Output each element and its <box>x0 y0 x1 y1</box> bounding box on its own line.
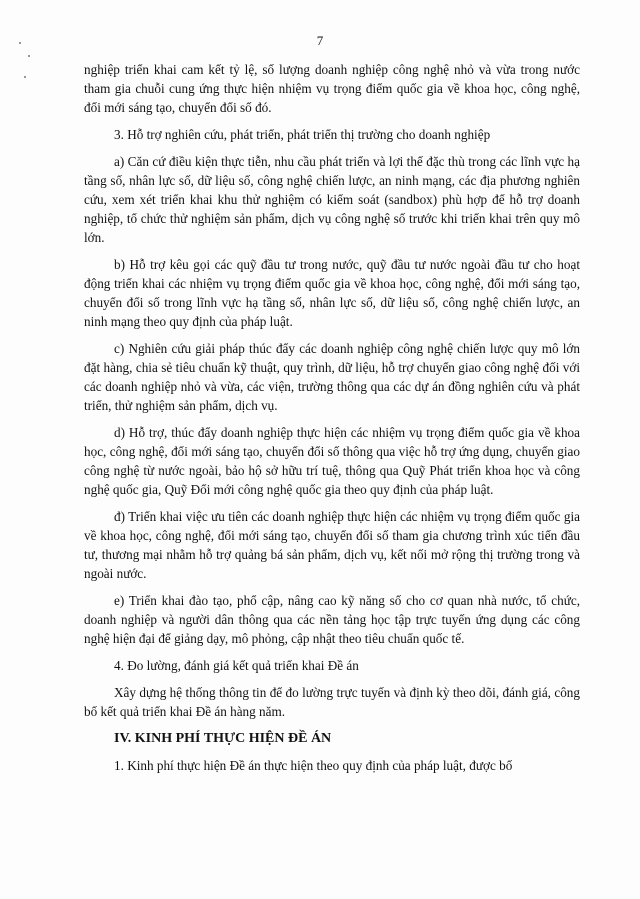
paragraph-dd: đ) Triển khai việc ưu tiên các doanh nghiệp thực hiện các nhiệm vụ trọng điểm quốc gia về khoa học, công nghệ, đổi mới sáng tạo, chuyển đổi số tham gia chương trình xúc tiến đầu tư, thương mại nhằm hỗ trợ quảng bá sản phẩm, dịch vụ, kết nối mở rộng thị trường trong và ngoài nước. <box>84 509 580 581</box>
paragraph-c: c) Nghiên cứu giải pháp thúc đẩy các doanh nghiệp công nghệ chiến lược quy mô lớn đặt hàng, chia sẻ tiêu chuẩn kỹ thuật, quy trình, dữ liệu, hỗ trợ chuyển giao công nghệ đối với các doanh nghiệp nhỏ và vừa, các viện, trường thông qua các dự án đồng nghiên cứu và phát triển, thử nghiệm sản phẩm, dịch vụ. <box>84 341 580 413</box>
paragraph-a: a) Căn cứ điều kiện thực tiễn, nhu cầu phát triển và lợi thế đặc thù trong các lĩnh vực hạ tầng số, nhân lực số, dữ liệu số, công nghệ chiến lược, an ninh mạng, các địa phương nghiên cứu, xem xét triển khai khu thử nghiệm có kiểm soát (sandbox) phù hợp để hỗ trợ doanh nghiệp, tổ chức thử nghiệm sản phẩm, dịch vụ công nghệ số trước khi triển khai trên quy mô lớn. <box>84 154 580 245</box>
paragraph-continuation: nghiệp triển khai cam kết tỷ lệ, số lượng doanh nghiệp công nghệ nhỏ và vừa trong nước tham gia chuỗi cung ứng thực hiện nhiệm vụ trọng điểm quốc gia về khoa học, công nghệ, đổi mới sáng tạo, chuyển đổi số đó. <box>84 62 580 115</box>
paragraph-measurement: Xây dựng hệ thống thông tin để đo lường trực tuyến và định kỳ theo dõi, đánh giá, công bố kết quả triển khai Đề án hàng năm. <box>84 685 580 719</box>
page-number: 7 <box>316 33 324 48</box>
chapter-heading-iv: IV. KINH PHÍ THỰC HIỆN ĐỀ ÁN <box>114 731 332 746</box>
paragraph-funding: 1. Kinh phí thực hiện Đề án thực hiện theo quy định của pháp luật, được bố <box>114 758 513 773</box>
section-heading-3: 3. Hỗ trợ nghiên cứu, phát triển, phát triển thị trường cho doanh nghiệp <box>114 127 491 142</box>
document-body <box>84 60 580 783</box>
scan-speck <box>28 55 30 57</box>
paragraph-b: b) Hỗ trợ kêu gọi các quỹ đầu tư trong nước, quỹ đầu tư nước ngoài đầu tư cho hoạt động triển khai các nhiệm vụ trọng điểm quốc gia về khoa học, công nghệ, đổi mới sáng tạo, chuyển đổi số trong lĩnh vực hạ tầng số, nhân lực số, dữ liệu số, công nghệ chiến lược, an ninh mạng theo quy định của pháp luật. <box>84 257 580 329</box>
scan-speck <box>24 76 26 78</box>
section-heading-4: 4. Đo lường, đánh giá kết quả triển khai Đề án <box>114 658 359 673</box>
paragraph-d: d) Hỗ trợ, thúc đẩy doanh nghiệp thực hiện các nhiệm vụ trọng điểm quốc gia về khoa học, công nghệ, đổi mới sáng tạo, chuyển đổi số thông qua việc hỗ trợ ứng dụng, chuyển giao công nghệ từ nước ngoài, bảo hộ sở hữu trí tuệ, thông qua Quỹ Phát triển khoa học và công nghệ quốc gia, Quỹ Đổi mới công nghệ quốc gia theo quy định của pháp luật. <box>84 425 580 497</box>
paragraph-e: e) Triển khai đào tạo, phổ cập, nâng cao kỹ năng số cho cơ quan nhà nước, tổ chức, doanh nghiệp và người dân thông qua các nền tảng học tập trực tuyến ứng dụng các công nghệ hiện đại để giảng dạy, mô phỏng, cập nhật theo tiêu chuẩn quốc tế. <box>84 593 580 646</box>
